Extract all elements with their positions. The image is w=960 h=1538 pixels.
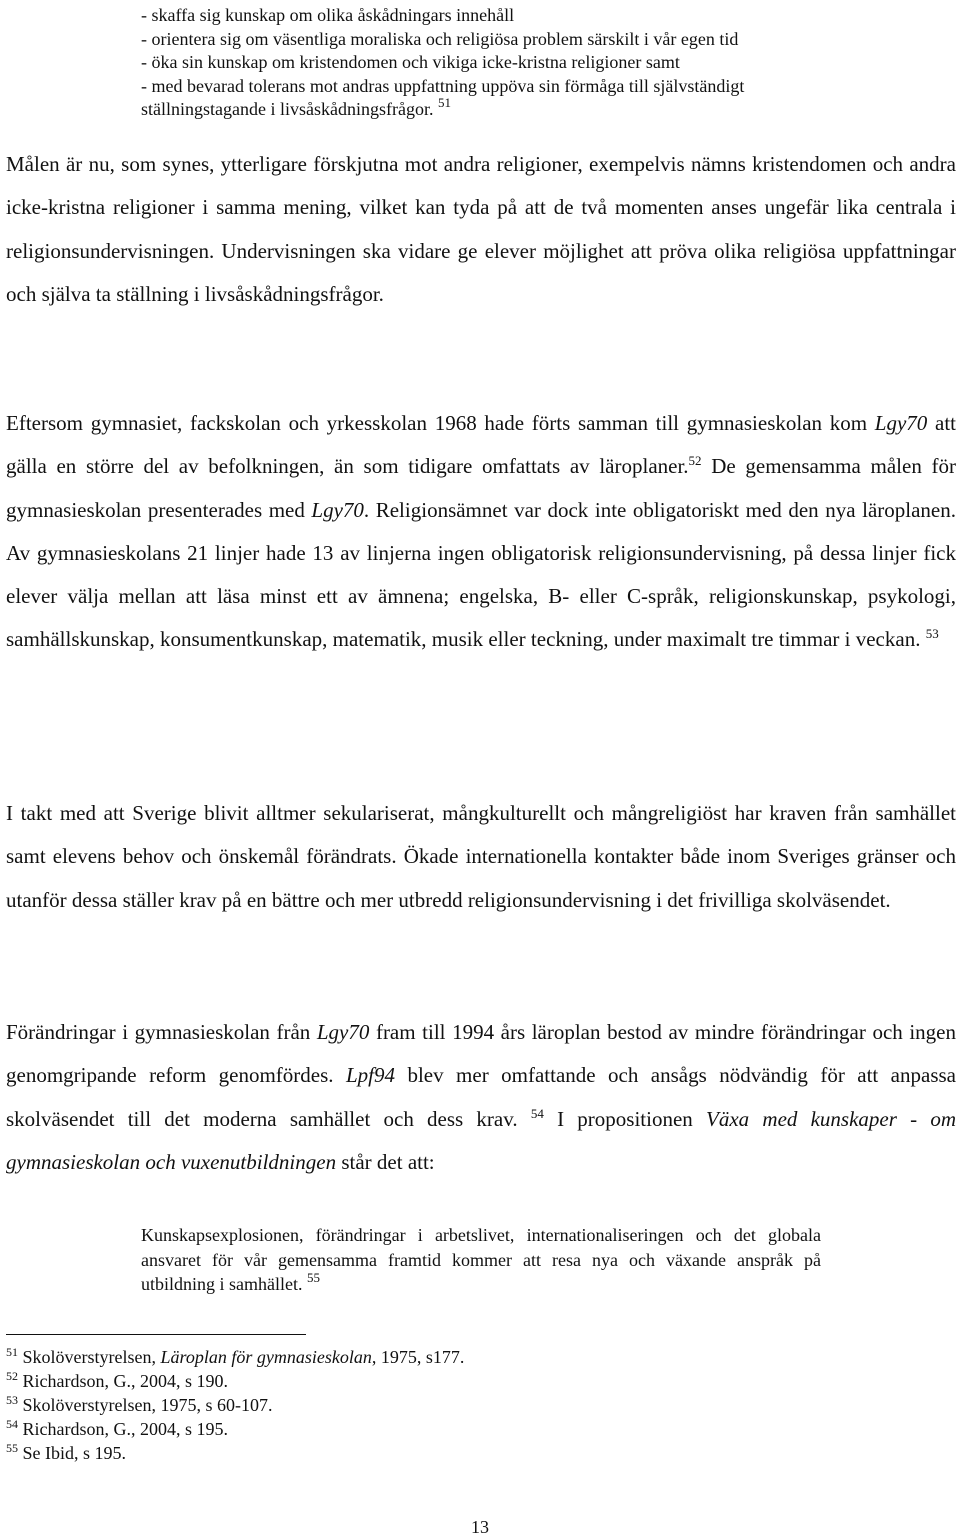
footnote-ref-53[interactable]: 53 <box>925 626 939 642</box>
footnotes <box>6 1345 706 1465</box>
footnote-ref-52[interactable]: 52 <box>688 453 702 469</box>
paragraph-lpf94: Förändringar i gymnasieskolan från Lgy70 fram till 1994 års läroplan bestod av mindre förändringar och ingen genomgripande reform genomfördes. Lpf94 blev mer omfattande och ansågs nödvändig för att anpassa skolväsendet till det moderna samhället och dess krav. $^{54}$ I propositionen Växa med kunskaper - om gymnasieskolan och vuxenutbildningen står det att: <box>6 1020 957 1174</box>
paragraph-goals-analysis: Målen är nu, som synes, ytterligare förskjutna mot andra religioner, exempelvis nämns kristendomen och andra icke-kristna religioner i samma mening, vilket kan tyda på att de två momenten anses ungefär lika centrala i religionsundervisningen. Undervisningen ska vidare ge elever möjlighet att pröva olika religiösa uppfattningar och själva ta ställning i livsåskådningsfrågor. <box>6 152 956 306</box>
footnote-ref-55[interactable]: 55 <box>306 1270 320 1285</box>
footnote-55: $^{55}$ Se Ibid, s 195. <box>6 1441 126 1463</box>
footnote-52: $^{52}$ Richardson, G., 2004, s 190. <box>6 1369 228 1391</box>
paragraph-gymnasieskolan-1968: Eftersom gymnasiet, fackskolan och yrkesskolan 1968 hade förts samman till gymnasieskolan kom Lgy70 att gälla en större del av befolkningen, än som tidigare omfattats av läroplaner.$^{52}$ De gemensamma målen för gymnasieskolan presenterades med Lgy70. Religionsämnet var dock inte obligatoriskt med den nya läroplanen. Av gymnasieskolans 21 linjer hade 13 av linjerna ingen obligatorisk religionsundervisning, på dessa linjer fick elever välja mellan att läsa minst ett av ämnena; engelska, B- eller C-språk, religionskunskap, psykologi, samhällskunskap, konsumentkunskap, matematik, musik eller teckning, under maximalt tre timmar i veckan. $^{53}$ <box>6 411 956 652</box>
block-quote-proposition: Kunskapsexplosionen, förändringar i arbetslivet, internationaliseringen och det globala ansvaret för vår gemensamma framtid kommer att resa nya och växande anspråk på utbildning i samhället. $^{55}$ <box>141 1225 821 1294</box>
footnote-ref-51[interactable]: 51 <box>437 95 451 110</box>
proposition-title: Växa med kunskaper - om gymnasieskolan och vuxenutbildningen <box>6 1106 957 1174</box>
footnote-53: $^{53}$ Skolöverstyrelsen, 1975, s 60-107. <box>6 1393 273 1415</box>
goal-line: - skaffa sig kunskap om olika åskådningars innehåll <box>141 5 515 25</box>
goal-line: - med bevarad tolerans mot andras uppfattning uppöva sin förmåga till självständigt <box>141 75 745 96</box>
goal-line: - öka sin kunskap om kristendomen och vikiga icke-kristna religioner samt <box>141 52 680 72</box>
goal-line: - orientera sig om väsentliga moraliska och religiösa problem särskilt i vår egen tid <box>141 28 739 49</box>
goal-line: ställningstagande i livsåskådningsfrågor. $^{51}$ <box>141 95 451 119</box>
curriculum-goals-quote <box>141 4 901 122</box>
page-number: 13 <box>471 1517 489 1537</box>
footnote-ref-54[interactable]: 54 <box>530 1105 544 1121</box>
footnote-divider <box>6 1334 306 1335</box>
footnote-54: $^{54}$ Richardson, G., 2004, s 195. <box>6 1417 228 1439</box>
footnote-51: $^{51}$ Skolöverstyrelsen, Läroplan för gymnasieskolan, 1975, s177. <box>6 1345 465 1367</box>
paragraph-secularization: I takt med att Sverige blivit alltmer sekulariserat, mångkulturellt och mångreligiöst har kraven från samhället samt elevens behov och önskemål förändrats. Ökade internationella kontakter både inom Sveriges gränser och utanför dessa ställer krav på en bättre och mer utbredd religionsundervisning i det frivilliga skolväsendet. <box>6 801 956 912</box>
